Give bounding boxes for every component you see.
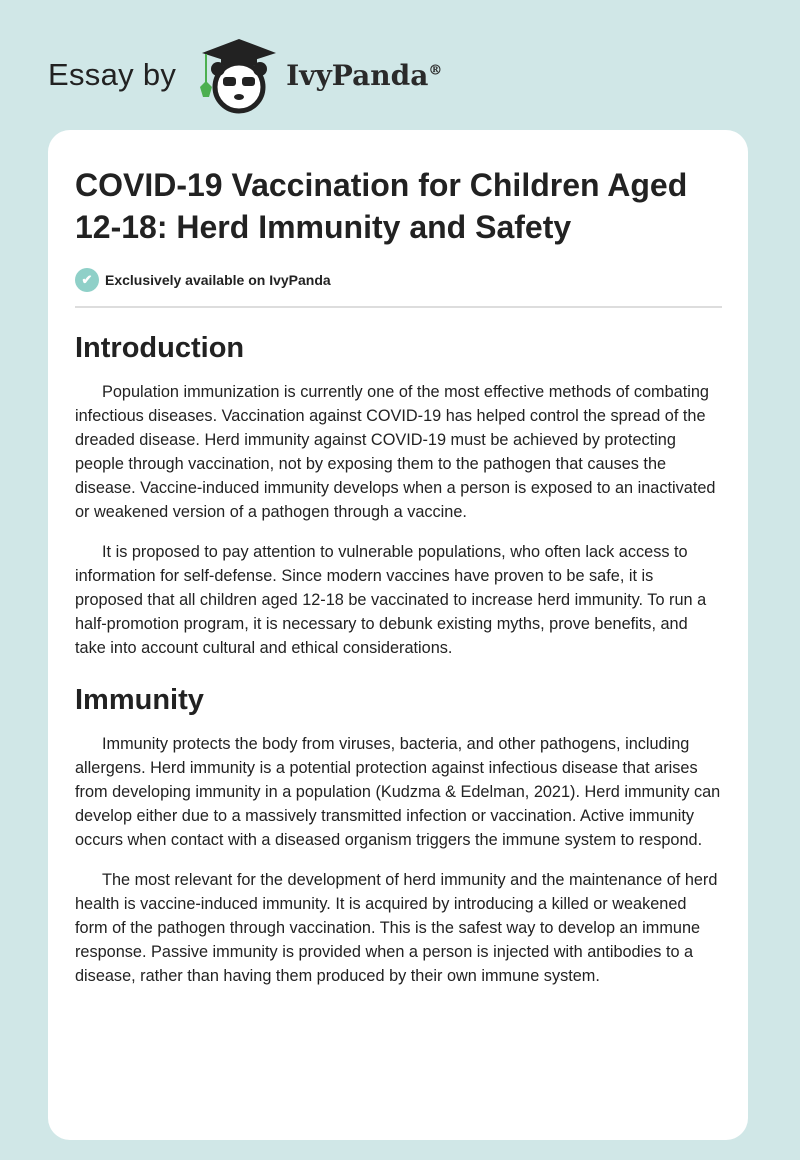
panda-logo-icon	[194, 35, 284, 115]
paragraph: Population immunization is currently one of the most effective methods of combating infectious diseases. Vaccination against COVID-19 has helped control the spread of the dreaded disease. Herd immunity against COVID-19 must be achieved by protecting people through vaccination, not by exposing them to the pathogen that causes the disease. Vaccine-induced immunity develops when a person is exposed to an inactivated or weakened version of a pathogen through a vaccine.	[75, 383, 716, 521]
brand-name: IvyPanda®	[286, 58, 443, 92]
divider	[75, 306, 722, 308]
section-heading-immunity: Immunity	[75, 684, 204, 716]
essay-by-label: Essay by	[48, 57, 177, 92]
essay-card	[48, 130, 748, 1140]
essay-title: COVID-19 Vaccination for Children Aged 12-18: Herd Immunity and Safety	[75, 167, 688, 245]
exclusive-badge	[75, 268, 722, 292]
site-logo[interactable]	[48, 40, 442, 110]
check-icon: ✔	[75, 268, 99, 292]
section-heading-introduction: Introduction	[75, 332, 245, 364]
paragraph: Immunity protects the body from viruses, bacteria, and other pathogens, including allergens. Herd immunity is a potential protection against infectious disease that arises from developing immunity in a population (Kudzma & Edelman, 2021). Herd immunity can develop either due to a massively transmitted infection or vaccination. Active immunity occurs when contact with a diseased organism triggers the immune system to respond.	[75, 735, 721, 849]
paragraph: The most relevant for the development of herd immunity and the maintenance of herd health is vaccine-induced immunity. It is acquired by introducing a killed or weakened form of the pathogen through vaccination. This is the safest way to develop an immune response. Passive immunity is provided when a person is injected with antibodies to a disease, rather than having them produced by their own immune system.	[75, 871, 718, 985]
paragraph: It is proposed to pay attention to vulnerable populations, who often lack access to information for self-defense. Since modern vaccines have proven to be safe, it is proposed that all children aged 12-18 be vaccinated to increase herd immunity. To run a half-promotion program, it is necessary to debunk existing myths, prove benefits, and take into account cultural and ethical considerations.	[75, 543, 707, 657]
badge-text: Exclusively available on IvyPanda	[105, 272, 331, 288]
